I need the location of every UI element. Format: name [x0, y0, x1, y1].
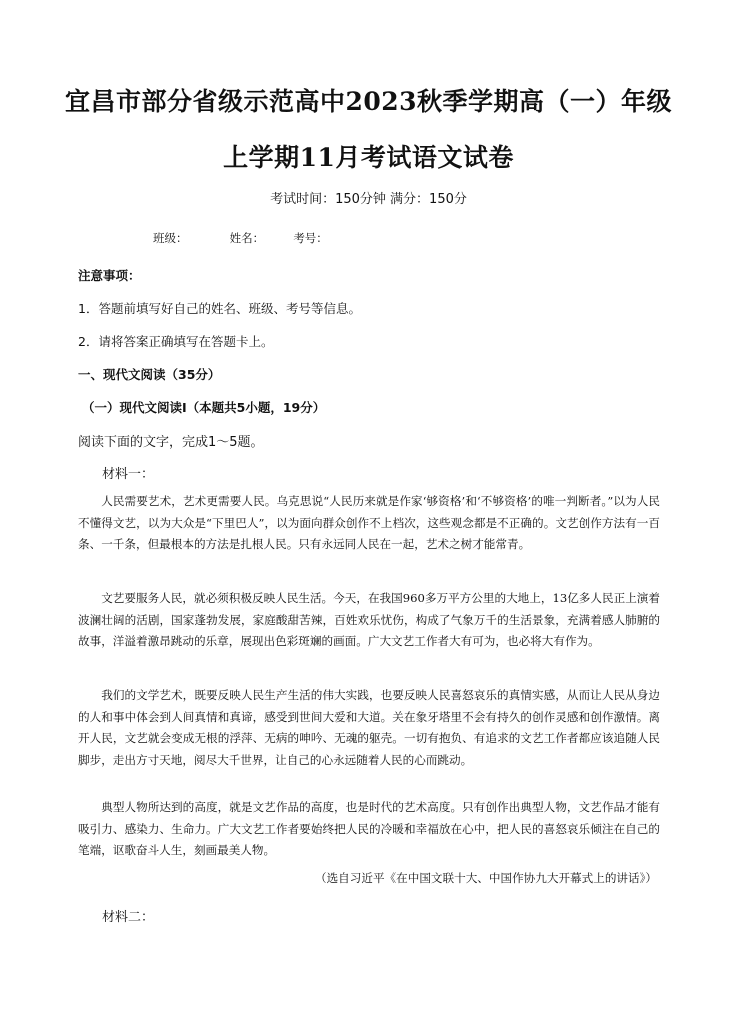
passage-paragraph: 我们的文学艺术，既要反映人民生产生活的伟大实践，也要反映人民喜怒哀乐的真情实感，从而让人民从身边的人和事中体会到人间真情和真谛，感受到世间大爱和大道。关在象牙塔里不会有持久的创作灵感和创作激情。离开人民，文艺就会变成无根的浮萍、无病的呻吟、无魂的躯壳。一切有抱负、有追求的文艺工作者都应该追随人民脚步，走出方寸天地，阅尽大千世界，让自己的心永远随着人民的心而跳动。: [78, 688, 660, 767]
reading-instruction: 阅读下面的文字，完成1～5题。: [78, 435, 264, 450]
class-field-label: 班级：: [153, 231, 188, 245]
number-field-label: 考号：: [293, 231, 328, 245]
passage-paragraph: 典型人物所达到的高度，就是文艺作品的高度，也是时代的艺术高度。只有创作出典型人物，文艺作品才能有吸引力、感染力、生命力。广大文艺工作者要始终把人民的冷暖和幸福放在心中，把人民的喜怒哀乐倾注在自己的笔端，讴歌奋斗人生，刻画最美人物。: [78, 800, 660, 857]
notice-item-1: 1．答题前填写好自己的姓名、班级、考号等信息。: [78, 301, 361, 316]
passage-paragraph: 文艺要服务人民，就必须积极反映人民生活。今天，在我国960多万平方公里的大地上，13亿多人民正上演着波澜壮阔的活剧，国家蓬勃发展，家庭酸甜苦辣，百姓欢乐忧伤，构成了气象万千的生活景象，充满着感人肺腑的故事，洋溢着激昂跳动的乐章，展现出色彩斑斓的画面。广大文艺工作者大有可为，也必将大有作为。: [78, 591, 660, 648]
notice-heading: 注意事项：: [78, 268, 141, 283]
material1-label: 材料一：: [102, 467, 155, 482]
name-field-label: 姓名：: [229, 231, 265, 245]
exam-title-line1: 宜昌市部分省级示范高中2023秋季学期高（一）年级: [64, 87, 673, 116]
passage-source: （选自习近平《在中国文联十大、中国作协九大开幕式上的讲话》）: [314, 871, 657, 885]
passage-paragraph: 人民需要艺术，艺术更需要人民。乌克思说“人民历来就是作家‘够资格’和‘不够资格’的唯一判断者。”以为人民不懂得文艺，以为大众是“下里巴人”，以为面向群众创作不上档次，这些观念都是不正确的。文艺创作方法有一百条、一千条，但最根本的方法是扎根人民。只有永远同人民在一起，艺术之树才能常青。: [78, 494, 660, 551]
student-fields: [153, 230, 328, 246]
notice-item-2: 2．请将答案正确填写在答题卡上。: [78, 334, 274, 349]
section-heading: 一、现代文阅读（35分）: [78, 367, 221, 382]
material2-label: 材料二：: [102, 910, 155, 925]
exam-title-line2: 上学期11月考试语文试卷: [223, 143, 514, 172]
exam-info: 考试时间：150分钟 满分：150分: [270, 192, 467, 207]
subsection-heading: （一）现代文阅读Ⅰ（本题共5小题，19分）: [82, 400, 326, 415]
